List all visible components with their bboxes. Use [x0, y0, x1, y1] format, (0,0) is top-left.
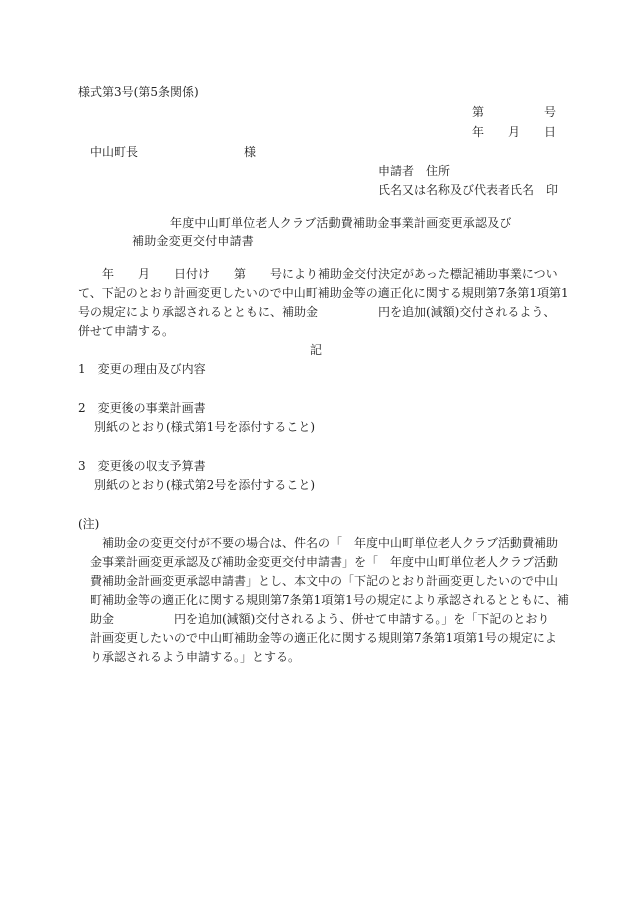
addressee: 中山町長	[90, 145, 139, 159]
title-line-2: 補助金変更交付申請書	[132, 234, 255, 248]
body-line-1: 年 月 日付け 第 号により補助金交付決定があった標記補助事業につい	[102, 267, 558, 281]
item-3-heading: 3 変更後の収支予算書	[78, 459, 206, 473]
applicant-address: 申請者 住所	[378, 164, 451, 178]
note-line-2: 金事業計画変更承認及び補助金変更交付申請書」を「 年度中山町単位老人クラブ活動	[90, 555, 559, 569]
note-line-7: り承認されるよう申請する。」とする。	[90, 650, 301, 664]
form-id: 様式第3号(第5条関係)	[78, 85, 199, 99]
applicant-name: 氏名又は名称及び代表者氏名 印	[378, 183, 559, 197]
note-line-1: 補助金の変更交付が不要の場合は、件名の「 年度中山町単位老人クラブ活動費補助	[102, 536, 559, 550]
body-line-3: 号の規定により承認されるとともに、補助金 円を追加(減額)交付されるよう、	[78, 305, 556, 319]
title-line-1: 年度中山町単位老人クラブ活動費補助金事業計画変更承認及び	[170, 216, 512, 230]
item-2-heading: 2 変更後の事業計画書	[78, 401, 206, 415]
item-1-heading: 1 変更の理由及び内容	[78, 362, 206, 376]
body-line-2: て、下記のとおり計画変更したいので中山町補助金等の適正化に関する規則第7条第1項第1	[78, 286, 569, 300]
note-line-5: 助金 円を追加(減額)交付されるよう、併せて申請する。」を「下記のとおり	[90, 612, 550, 626]
ki-label: 記	[310, 343, 323, 357]
body-line-4: 併せて申請する。	[78, 324, 175, 338]
item-3-detail: 別紙のとおり(様式第2号を添付すること)	[94, 478, 315, 492]
honorific: 様	[244, 145, 257, 159]
item-2-detail: 別紙のとおり(様式第1号を添付すること)	[94, 420, 315, 434]
note-line-4: 町補助金等の適正化に関する規則第7条第1項第1号の規定により承認されるとともに、補	[90, 593, 569, 607]
date-line: 年 月 日	[472, 125, 557, 139]
note-label: (注)	[78, 517, 100, 531]
number-line: 第 号	[472, 105, 557, 119]
note-line-6: 計画変更したいので中山町補助金等の適正化に関する規則第7条第1項第1号の規定によ	[90, 631, 557, 645]
note-line-3: 費補助金計画変更承認申請書」とし、本文中の「下記のとおり計画変更したいので中山	[90, 574, 559, 588]
